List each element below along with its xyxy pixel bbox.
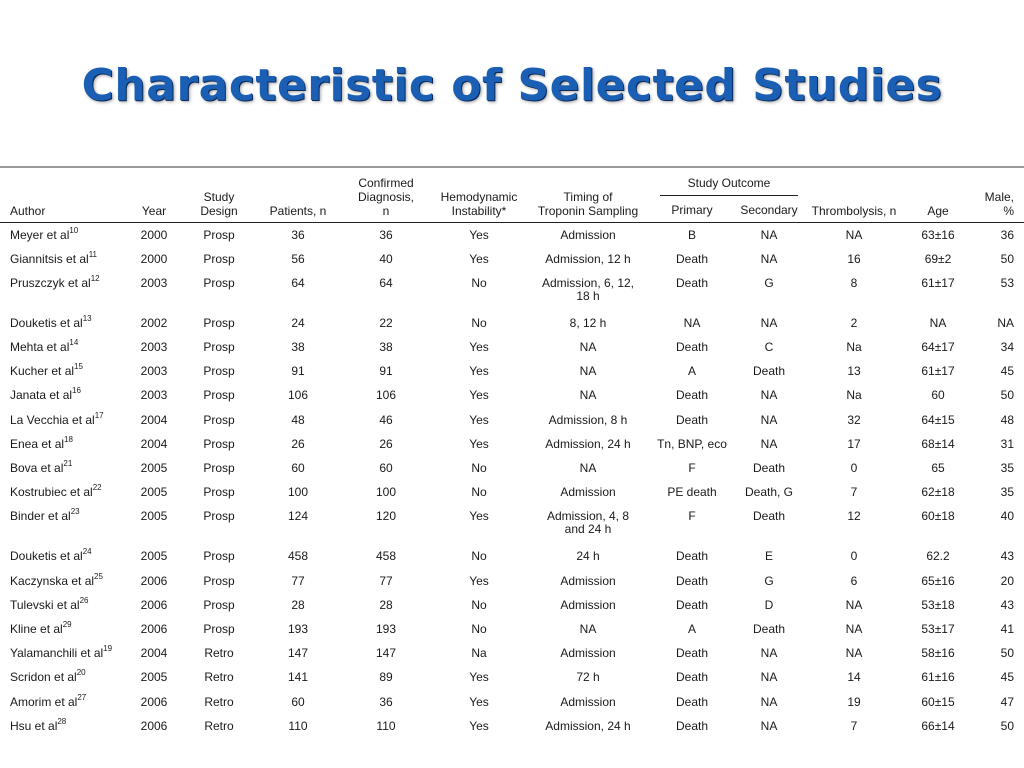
cell-hemo: Yes — [469, 573, 489, 588]
cell-primary: Death — [675, 694, 709, 709]
cell-author: Enea et $al^{18}$ — [10, 434, 73, 451]
cell-primary: Death — [675, 646, 709, 661]
cell-thrombolysis: Na — [846, 340, 862, 355]
cell-thrombolysis: 8 — [850, 275, 858, 290]
cell-hemo: No — [471, 315, 487, 330]
cell-author: Kaczynska et $al^{25}$ — [10, 571, 103, 588]
cell-patients: 77 — [291, 573, 305, 588]
cell-year: 2006 — [140, 621, 168, 636]
cell-thrombolysis: 0 — [850, 461, 858, 475]
cell-patients: 56 — [291, 251, 305, 266]
cell-secondary: Death, G — [744, 485, 794, 500]
cell-hemo: Yes — [469, 718, 489, 733]
cell-primary: NA — [683, 315, 701, 330]
table-row — [0, 271, 1024, 311]
cell-thrombolysis: NA — [845, 597, 863, 612]
cell-patients: 100 — [287, 485, 309, 500]
cell-patients: 458 — [287, 549, 309, 564]
cell-patients: 24 — [291, 315, 305, 330]
cell-design: Prosp — [203, 509, 235, 524]
cell-thrombolysis: NA — [845, 621, 863, 636]
cell-year: 2004 — [140, 436, 168, 451]
cell-year: 2006 — [140, 573, 168, 588]
reference-number: 14 — [69, 338, 79, 348]
cell-secondary: Death — [752, 364, 786, 379]
cell-secondary: Death — [752, 461, 786, 475]
cell-age: 53±17 — [921, 621, 955, 636]
cell-timing: 24 h — [576, 549, 600, 564]
cell-hemo: No — [471, 485, 487, 500]
reference-number: 15 — [74, 362, 83, 372]
cell-age: 61±16 — [921, 670, 955, 685]
cell-confirmed: 36 — [338, 223, 434, 247]
table-row — [0, 383, 1024, 407]
cell-patients: 106 — [287, 388, 309, 403]
cell-primary: Death — [675, 412, 709, 427]
cell-design: Prosp — [203, 436, 235, 451]
cell-year: 2006 — [140, 694, 168, 709]
cell-thrombolysis: NA — [806, 223, 902, 247]
table-row — [0, 714, 1024, 738]
cell-year: 2005 — [140, 485, 168, 500]
cell-primary: A — [687, 621, 696, 636]
cell-year: 2005 — [140, 670, 168, 685]
header-year: Year — [141, 204, 167, 218]
cell-age: 62±18 — [921, 485, 955, 500]
cell-patients: 193 — [287, 621, 309, 636]
cell-age: 68±14 — [921, 436, 955, 451]
cell-primary: Death — [675, 251, 709, 266]
cell-male: 36 — [974, 223, 1024, 247]
table-row — [0, 223, 1024, 247]
cell-age: NA — [929, 315, 947, 330]
cell-timing: Admission, 6, 12, 18 h — [541, 275, 635, 303]
table-row — [0, 311, 1024, 335]
cell-author: Douketis et $al^{24}$ — [10, 547, 92, 564]
cell-author: Kostrubiec et $al^{22}$ — [10, 483, 102, 500]
cell-primary: Tn, BNP, eco — [657, 436, 727, 451]
cell-year: 2003 — [140, 275, 168, 290]
cell-patients: 60 — [291, 461, 305, 475]
reference-number: 17 — [94, 410, 104, 420]
cell-secondary: NA — [760, 315, 778, 330]
table-row — [0, 690, 1024, 714]
slide-title: Characteristic of Selected Studies — [81, 60, 943, 111]
cell-patients: 147 — [287, 646, 309, 661]
cell-male: 40 — [1000, 509, 1014, 524]
header-secondary: Secondary — [740, 203, 798, 217]
table-row — [0, 544, 1024, 568]
cell-secondary: NA — [760, 718, 778, 733]
cell-hemo: Yes — [469, 670, 489, 685]
cell-confirmed: 120 — [375, 509, 397, 524]
table-row — [0, 593, 1024, 617]
cell-male: NA — [997, 315, 1014, 330]
header-author: Author — [10, 204, 46, 218]
cell-author: Bova et $al^{21}$ — [10, 459, 73, 475]
cell-confirmed: 60 — [379, 461, 393, 475]
cell-confirmed: 22 — [379, 315, 393, 330]
cell-year: 2005 — [140, 549, 168, 564]
cell-age: 63±16 — [902, 223, 974, 247]
cell-design: Retro — [204, 670, 234, 685]
table-row — [0, 617, 1024, 641]
cell-thrombolysis: 7 — [850, 485, 858, 500]
cell-author: Scridon et $al^{20}$ — [10, 668, 86, 685]
cell-timing: Admission — [560, 694, 616, 709]
cell-thrombolysis: 32 — [847, 412, 861, 427]
cell-male: 48 — [1000, 412, 1014, 427]
cell-hemo: Yes — [469, 509, 489, 524]
cell-secondary: NA — [760, 412, 778, 427]
cell-confirmed: 40 — [379, 251, 393, 266]
cell-author: Hsu et $al^{28}$ — [10, 716, 67, 733]
cell-age: 62.2 — [926, 549, 950, 564]
cell-secondary: E — [764, 549, 773, 564]
cell-age: 60±15 — [921, 694, 955, 709]
cell-primary: B — [652, 223, 732, 247]
cell-hemo: Yes — [469, 412, 489, 427]
reference-number: 23 — [70, 507, 80, 517]
cell-patients: 124 — [287, 509, 309, 524]
cell-hemo: Yes — [469, 340, 489, 355]
cell-design: Prosp — [180, 223, 258, 247]
cell-age: 58±16 — [921, 646, 955, 661]
header-hemodynamic: Hemodynamic Instability* — [440, 190, 518, 218]
cell-hemo: Na — [471, 646, 487, 661]
cell-hemo: Yes — [469, 388, 489, 403]
reference-number: 24 — [82, 547, 92, 557]
cell-timing: Admission — [524, 223, 652, 247]
cell-thrombolysis: 17 — [847, 436, 861, 451]
cell-timing: 72 h — [576, 670, 600, 685]
cell-confirmed: 89 — [379, 670, 393, 685]
table-row — [0, 335, 1024, 359]
cell-timing: Admission — [560, 573, 616, 588]
cell-confirmed: 147 — [375, 646, 397, 661]
cell-year: 2005 — [140, 509, 168, 524]
cell-patients: 110 — [288, 718, 308, 733]
cell-primary: F — [688, 461, 696, 475]
cell-primary: PE death — [667, 485, 717, 500]
cell-confirmed: 100 — [375, 485, 397, 500]
table-row — [0, 456, 1024, 480]
cell-timing: NA — [579, 388, 597, 403]
cell-primary: Death — [675, 670, 709, 685]
cell-patients: 36 — [258, 223, 338, 247]
cell-year: 2000 — [140, 251, 168, 266]
cell-author: Mehta et $al^{14}$ — [10, 338, 79, 355]
cell-author: Janata et $al^{16}$ — [10, 386, 81, 403]
reference-number: 22 — [92, 483, 102, 493]
header-confirmed: Confirmed Diagnosis, n — [357, 176, 415, 218]
cell-timing: Admission, 24 h — [545, 436, 631, 451]
cell-age: 65 — [931, 461, 945, 475]
cell-age: 61±17 — [921, 275, 955, 290]
cell-confirmed: 46 — [379, 412, 393, 427]
reference-number: 29 — [62, 619, 72, 629]
cell-age: 65±16 — [921, 573, 955, 588]
reference-number: 26 — [79, 595, 89, 605]
cell-patients: 48 — [291, 412, 305, 427]
cell-author: Meyer et $al^{10}$ — [0, 223, 128, 247]
cell-confirmed: 26 — [379, 436, 393, 451]
cell-design: Prosp — [203, 573, 235, 588]
cell-author: Amorim et $al^{27}$ — [10, 692, 87, 709]
cell-timing: NA — [579, 364, 597, 379]
cell-male: 31 — [1000, 436, 1014, 451]
cell-confirmed: 110 — [376, 718, 396, 733]
cell-secondary: D — [764, 597, 774, 612]
cell-primary: A — [687, 364, 696, 379]
cell-hemo: Yes — [469, 251, 489, 266]
cell-design: Prosp — [203, 388, 235, 403]
cell-confirmed: 193 — [375, 621, 397, 636]
cell-author: Giannitsis et $al^{11}$ — [10, 249, 98, 266]
cell-timing: NA — [579, 621, 597, 636]
cell-timing: Admission, 4, 8 and 24 h — [546, 509, 630, 537]
cell-thrombolysis: 2 — [850, 315, 858, 330]
cell-male: 35 — [1000, 461, 1014, 475]
cell-year: 2004 — [140, 412, 168, 427]
cell-patients: 91 — [291, 364, 305, 379]
table-row — [0, 359, 1024, 383]
cell-year: 2003 — [140, 364, 168, 379]
table-body — [0, 223, 1024, 738]
reference-number: 27 — [77, 692, 87, 702]
cell-hemo: Yes — [469, 364, 489, 379]
cell-year: 2004 — [140, 646, 168, 661]
header-timing: Timing of Troponin Sampling — [537, 190, 639, 218]
cell-secondary: NA — [760, 694, 778, 709]
cell-male: 43 — [1000, 597, 1014, 612]
cell-design: Prosp — [203, 412, 235, 427]
table-row — [0, 432, 1024, 456]
cell-design: Prosp — [203, 461, 235, 475]
cell-timing: Admission, 12 h — [545, 251, 631, 266]
cell-male: 45 — [1000, 670, 1014, 685]
cell-primary: Death — [675, 340, 709, 355]
cell-author: Yalamanchili et $al^{19}$ — [10, 644, 113, 661]
cell-year: 2006 — [140, 718, 168, 733]
reference-number: 25 — [94, 571, 103, 581]
cell-timing: NA — [579, 340, 597, 355]
reference-number: 11 — [88, 249, 98, 259]
cell-primary: Death — [675, 388, 709, 403]
cell-secondary: Death — [752, 509, 786, 524]
cell-year: 2000 — [128, 223, 180, 247]
cell-design: Retro — [204, 694, 234, 709]
cell-patients: 38 — [291, 340, 305, 355]
cell-male: 35 — [1000, 485, 1014, 500]
cell-primary: Death — [675, 275, 709, 290]
cell-author: Tulevski et $al^{26}$ — [10, 595, 89, 612]
cell-hemo: No — [471, 621, 487, 636]
cell-patients: 28 — [291, 597, 305, 612]
cell-age: 60 — [931, 388, 945, 403]
cell-design: Prosp — [203, 621, 235, 636]
cell-hemo: No — [471, 549, 487, 564]
reference-number: 21 — [63, 459, 73, 468]
cell-male: 20 — [1000, 573, 1014, 588]
table-row — [0, 247, 1024, 271]
cell-male: 50 — [1000, 251, 1014, 266]
cell-secondary: C — [764, 340, 774, 355]
cell-thrombolysis: 19 — [847, 694, 861, 709]
cell-confirmed: 38 — [379, 340, 393, 355]
cell-age: 69±2 — [924, 251, 952, 266]
cell-male: 53 — [1000, 275, 1014, 290]
cell-age: 66±14 — [921, 718, 955, 733]
cell-secondary: NA — [760, 251, 778, 266]
studies-table — [0, 168, 1024, 738]
cell-author: Binder et $al^{23}$ — [10, 507, 80, 524]
cell-secondary: G — [764, 573, 774, 588]
cell-secondary: NA — [760, 388, 778, 403]
reference-number: 28 — [57, 716, 67, 726]
reference-number: 18 — [64, 434, 73, 444]
header-age: Age — [927, 204, 949, 218]
cell-age: 64±17 — [921, 340, 955, 355]
cell-timing: NA — [579, 461, 597, 475]
cell-author: Pruszczyk et $al^{12}$ — [10, 273, 100, 290]
cell-confirmed: 458 — [375, 549, 397, 564]
cell-age: 61±17 — [921, 364, 955, 379]
table-row — [0, 641, 1024, 665]
table-row — [0, 569, 1024, 593]
header-male: Male, % — [984, 190, 1014, 218]
cell-thrombolysis: 0 — [850, 549, 858, 564]
cell-design: Retro — [204, 646, 234, 661]
table-row — [0, 480, 1024, 504]
cell-confirmed: 36 — [379, 694, 393, 709]
cell-age: 60±18 — [921, 509, 955, 524]
cell-author: Kucher et $al^{15}$ — [10, 362, 83, 379]
cell-design: Retro — [204, 718, 234, 733]
reference-number: 13 — [82, 313, 92, 323]
cell-year: 2006 — [140, 597, 168, 612]
cell-author: Douketis et $al^{13}$ — [10, 313, 92, 330]
cell-confirmed: 106 — [375, 388, 397, 403]
cell-hemo: No — [471, 597, 487, 612]
cell-thrombolysis: 7 — [850, 718, 858, 733]
cell-year: 2002 — [140, 315, 168, 330]
cell-primary: Death — [675, 718, 709, 733]
cell-hemo: Yes — [469, 694, 489, 709]
cell-patients: 60 — [291, 694, 305, 709]
header-study-outcome: Study Outcome — [652, 168, 806, 200]
reference-number: 19 — [103, 644, 113, 654]
cell-secondary: Death — [752, 621, 786, 636]
reference-number: 20 — [76, 668, 86, 678]
header-thrombolysis: Thrombolysis, n — [811, 204, 897, 218]
cell-confirmed: 91 — [379, 364, 393, 379]
cell-design: Prosp — [203, 315, 235, 330]
cell-male: 41 — [1000, 621, 1014, 636]
cell-design: Prosp — [203, 485, 235, 500]
cell-male: 50 — [1000, 718, 1014, 733]
table-row — [0, 665, 1024, 689]
cell-secondary: NA — [732, 223, 806, 247]
cell-patients: 64 — [291, 275, 305, 290]
cell-year: 2005 — [140, 461, 168, 475]
cell-timing: Admission, 8 h — [548, 412, 628, 427]
cell-timing: Admission, 24 h — [545, 718, 631, 733]
cell-confirmed: 77 — [379, 573, 393, 588]
cell-thrombolysis: 12 — [847, 509, 861, 524]
reference-number: 16 — [72, 386, 81, 396]
header-patients: Patients, n — [269, 204, 327, 218]
reference-number: 10 — [69, 226, 79, 235]
cell-design: Prosp — [203, 597, 235, 612]
cell-thrombolysis: 6 — [850, 573, 858, 588]
cell-hemo: No — [471, 461, 487, 475]
cell-author: La Vecchia et $al^{17}$ — [10, 410, 104, 427]
cell-author: Kline et $al^{29}$ — [10, 619, 72, 636]
cell-design: Prosp — [203, 251, 235, 266]
cell-age: 53±18 — [921, 597, 955, 612]
cell-patients: 26 — [291, 436, 305, 451]
cell-secondary: NA — [760, 646, 778, 661]
cell-secondary: NA — [760, 436, 778, 451]
cell-hemo: No — [471, 275, 487, 290]
header-design: Study Design — [200, 190, 238, 218]
cell-hemo: Yes — [434, 223, 524, 247]
cell-primary: F — [688, 509, 696, 524]
cell-year: 2003 — [140, 340, 168, 355]
cell-male: 50 — [1000, 646, 1014, 661]
cell-secondary: G — [764, 275, 774, 290]
table-row — [0, 408, 1024, 432]
cell-male: 47 — [1000, 694, 1014, 709]
cell-confirmed: 64 — [379, 275, 393, 290]
cell-timing: 8, 12 h — [569, 315, 607, 330]
cell-design: Prosp — [203, 275, 235, 290]
cell-male: 45 — [1000, 364, 1014, 379]
cell-secondary: NA — [760, 670, 778, 685]
cell-confirmed: 28 — [379, 597, 393, 612]
cell-thrombolysis: 14 — [847, 670, 861, 685]
cell-design: Prosp — [203, 549, 235, 564]
cell-patients: 141 — [287, 670, 309, 685]
header-primary: Primary — [671, 203, 713, 217]
cell-timing: Admission — [560, 485, 616, 500]
cell-year: 2003 — [140, 388, 168, 403]
reference-number: 12 — [90, 273, 100, 283]
cell-timing: Admission — [560, 597, 616, 612]
cell-thrombolysis: 13 — [847, 364, 861, 379]
cell-design: Prosp — [203, 364, 235, 379]
cell-design: Prosp — [203, 340, 235, 355]
cell-timing: Admission — [560, 646, 616, 661]
cell-age: 64±15 — [921, 412, 955, 427]
studies-table-container — [0, 166, 1024, 738]
cell-primary: Death — [675, 597, 709, 612]
cell-primary: Death — [675, 573, 709, 588]
cell-male: 43 — [1000, 549, 1014, 564]
cell-thrombolysis: 16 — [847, 251, 861, 266]
cell-male: 34 — [1000, 340, 1014, 355]
cell-male: 50 — [1000, 388, 1014, 403]
cell-thrombolysis: NA — [845, 646, 863, 661]
cell-primary: Death — [675, 549, 709, 564]
cell-hemo: Yes — [469, 436, 489, 451]
table-row — [0, 504, 1024, 544]
cell-thrombolysis: Na — [846, 388, 862, 403]
